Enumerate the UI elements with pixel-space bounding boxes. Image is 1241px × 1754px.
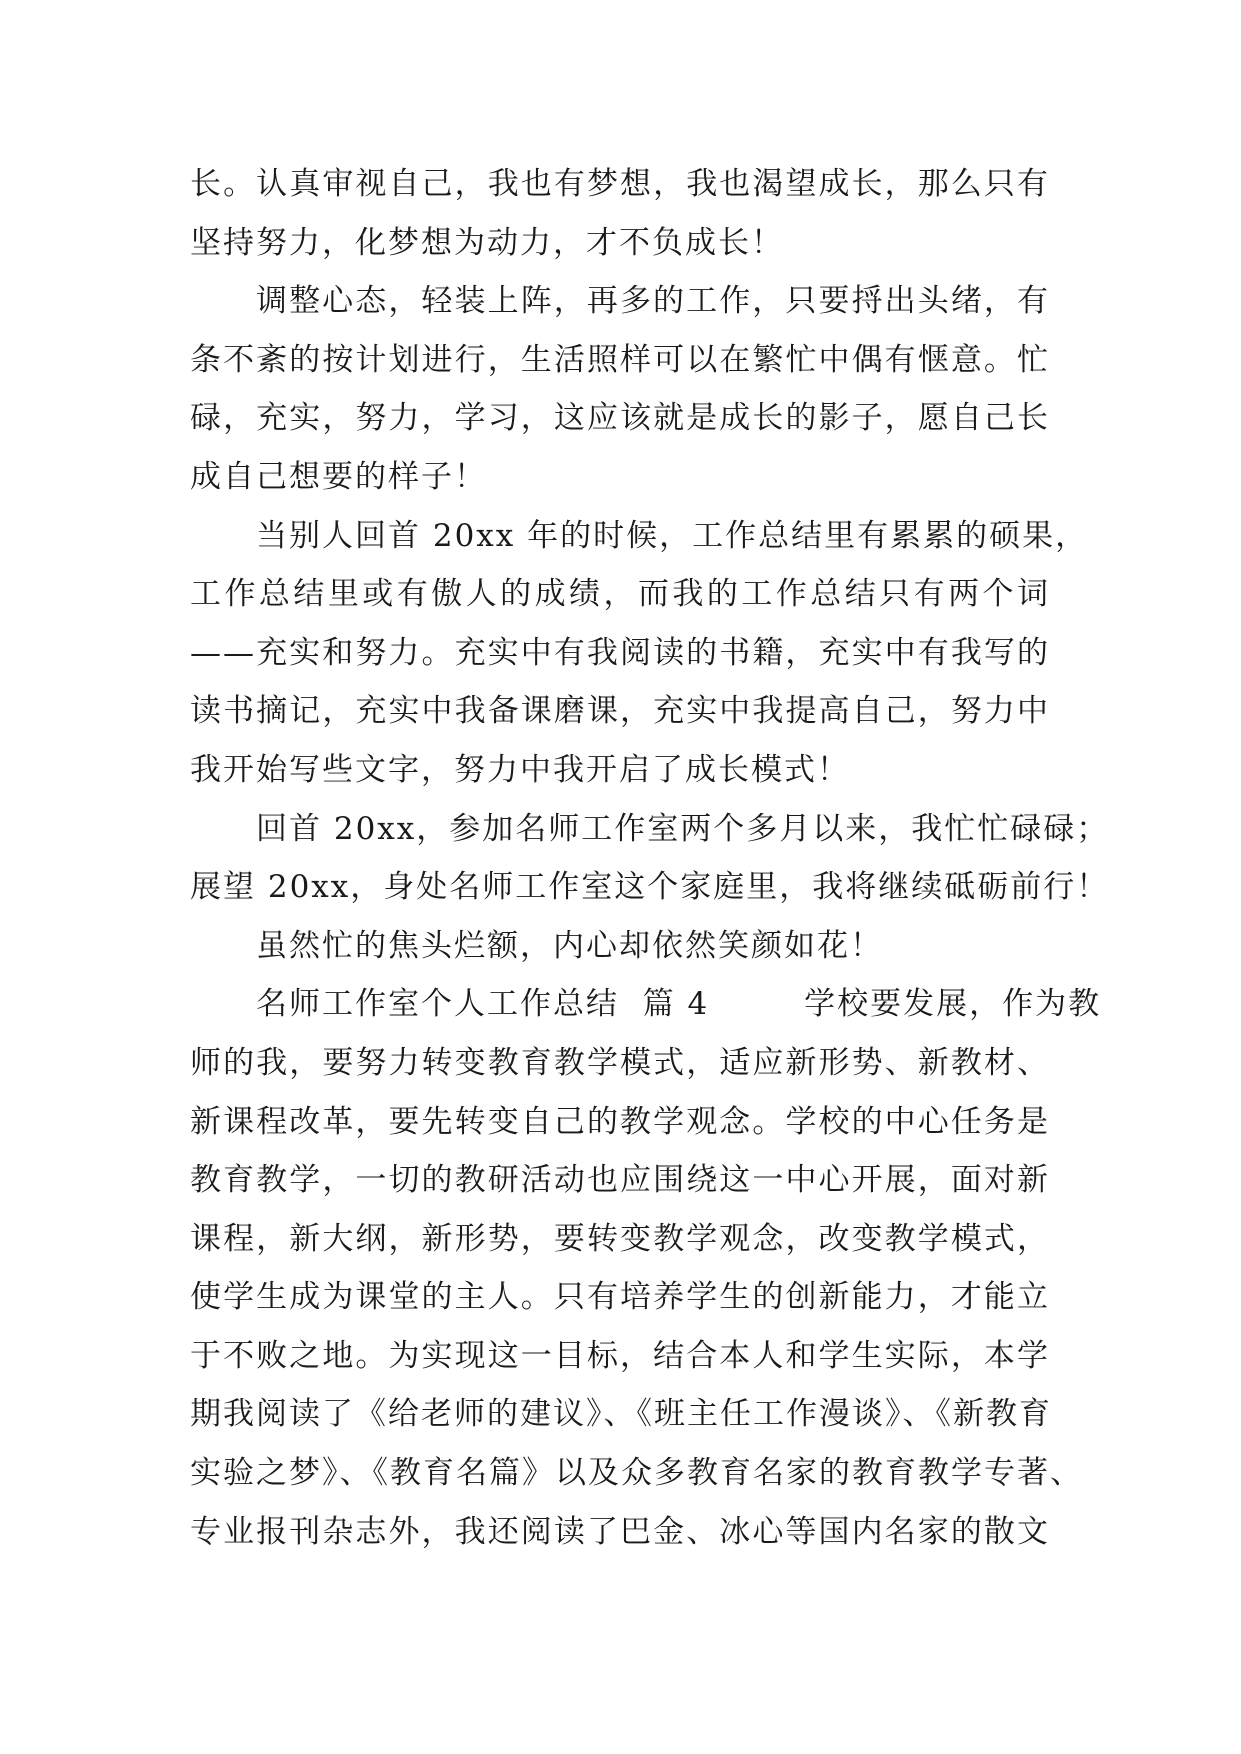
text-line: 师的我，要努力转变教育教学模式，适应新形势、新教材、 [190, 1044, 1050, 1081]
text-line: ——充实和努力。充实中有我阅读的书籍，充实中有我写的 [190, 634, 1050, 671]
text-line: 条不紊的按计划进行，生活照样可以在繁忙中偶有惬意。忙 [190, 341, 1050, 378]
text-line: 调整心态，轻装上阵，再多的工作，只要捋出头绪，有 [256, 283, 1050, 320]
paragraph [190, 507, 1089, 800]
text-line: 于不败之地。为实现这一目标，结合本人和学生实际，本学 [190, 1337, 1050, 1374]
text-line: 虽然忙的焦头烂额，内心却依然笑颜如花！ [256, 927, 883, 964]
paragraph [190, 917, 1050, 976]
paragraph [190, 975, 1102, 1561]
paragraph [190, 155, 1050, 272]
text-line: 坚持努力，化梦想为动力，才不负成长！ [190, 224, 784, 261]
text-line: 新课程改革，要先转变自己的教学观念。学校的中心任务是 [190, 1103, 1050, 1140]
text-line: 实验之梦》、《教育名篇》以及众多教育名家的教育教学专著、 [190, 1455, 1083, 1492]
text-line: 工作总结里或有傲人的成绩，而我的工作总结只有两个词 [190, 576, 1050, 613]
paragraph [190, 800, 1110, 917]
section-heading-line: 名师工作室个人工作总结 篇 4 学校要发展，作为教 [256, 986, 1102, 1023]
document-body [190, 155, 1110, 1561]
text-line: 碌，充实，努力，学习，这应该就是成长的影子，愿自己长 [190, 400, 1050, 437]
text-line: 读书摘记，充实中我备课磨课，充实中我提高自己，努力中 [190, 693, 1050, 730]
text-line: 专业报刊杂志外，我还阅读了巴金、冰心等国内名家的散文 [190, 1513, 1050, 1550]
text-line: 使学生成为课堂的主人。只有培养学生的创新能力，才能立 [190, 1279, 1050, 1316]
text-line: 展望 20xx，身处名师工作室这个家庭里，我将继续砥砺前行！ [190, 869, 1110, 906]
text-line: 我开始写些文字，努力中我开启了成长模式！ [190, 751, 850, 788]
text-line: 成自己想要的样子！ [190, 458, 487, 495]
text-line: 回首 20xx，参加名师工作室两个多月以来，我忙忙碌碌； [256, 810, 1110, 847]
text-line: 长。认真审视自己，我也有梦想，我也渴望成长，那么只有 [190, 166, 1050, 202]
text-line: 教育教学，一切的教研活动也应围绕这一中心开展，面对新 [190, 1162, 1050, 1199]
paragraph [190, 272, 1050, 506]
text-line: 当别人回首 20xx 年的时候，工作总结里有累累的硕果， [256, 517, 1089, 554]
text-line: 期我阅读了《给老师的建议》、《班主任工作漫谈》、《新教育 [190, 1396, 1052, 1433]
text-line: 课程，新大纲，新形势，要转变教学观念，改变教学模式， [190, 1220, 1050, 1257]
